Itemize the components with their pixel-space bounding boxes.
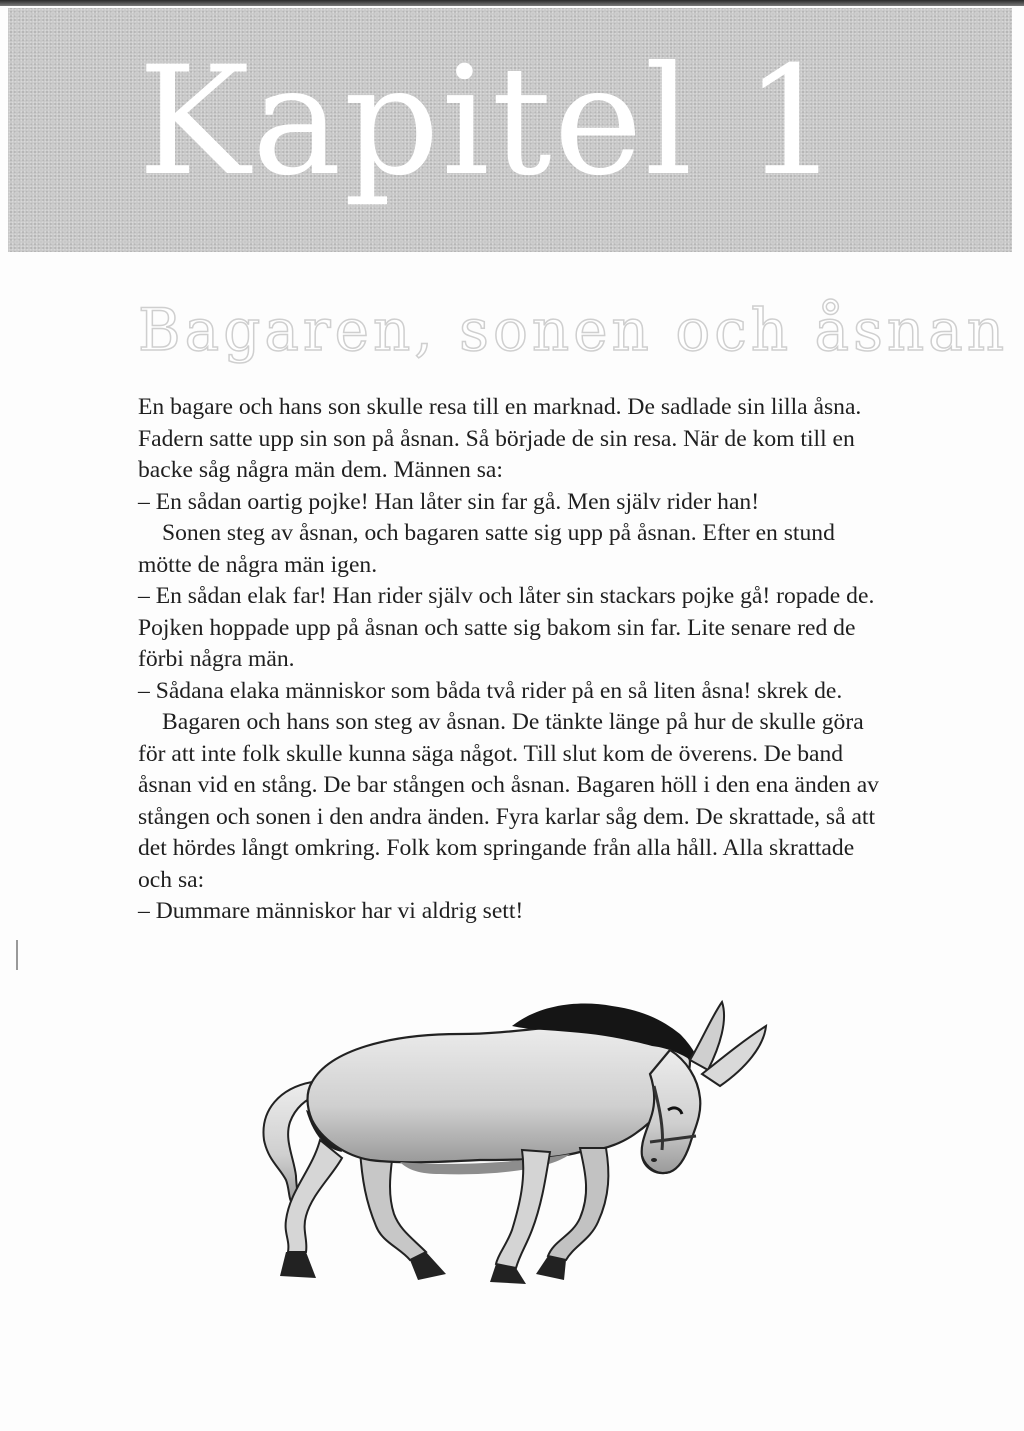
story-line: Pojken hoppade upp på åsnan och satte sig bakom sin far. Lite senare red de <box>138 614 856 641</box>
dialogue-line: – Dummare människor har vi aldrig sett! <box>138 898 524 924</box>
scan-mark <box>16 940 18 970</box>
story-line: stången och sonen i den andra änden. Fyra karlar såg dem. De skrattade, så att <box>138 803 876 830</box>
dialogue-line: – En sådan oartig pojke! Han låter sin far gå. Men själv rider han! <box>138 488 760 515</box>
story-line: för att inte folk skulle kunna säga något. Till slut kom de överens. De band <box>138 740 844 767</box>
chapter-title: Kapitel 1 <box>138 35 842 209</box>
story-line: och sa: <box>138 866 205 893</box>
story-line: En bagare och hans son skulle resa till en marknad. De sadlade sin lilla åsna. <box>138 394 862 420</box>
dialogue-line: – Sådana elaka människor som båda två rider på en så liten åsna! skrek de. <box>138 677 843 704</box>
story-line: Sonen steg av åsnan, och bagaren satte sig upp på åsnan. Efter en stund <box>162 520 835 546</box>
story-title: Bagaren, sonen och åsnan <box>138 296 1009 364</box>
dialogue-line: – En sådan elak far! Han rider själv och låter sin stackars pojke gå! ropade de. <box>138 583 875 609</box>
story-line: förbi några män. <box>138 646 295 672</box>
story-line: mötte de några män igen. <box>138 551 378 578</box>
story-line: Bagaren och hans son steg av åsnan. De tänkte länge på hur de skulle göra <box>162 709 864 735</box>
story-body <box>138 392 958 928</box>
scan-edge <box>0 0 1024 6</box>
story-line: backe såg några män dem. Männen sa: <box>138 457 503 483</box>
donkey-icon <box>250 990 780 1290</box>
story-line: Fadern satte upp sin son på åsnan. Så började de sin resa. När de kom till en <box>138 425 855 452</box>
story-line: åsnan vid en stång. De bar stången och åsnan. Bagaren höll i den ena änden av <box>138 772 879 798</box>
story-line: det hördes långt omkring. Folk kom springande från alla håll. Alla skrattade <box>138 835 855 861</box>
